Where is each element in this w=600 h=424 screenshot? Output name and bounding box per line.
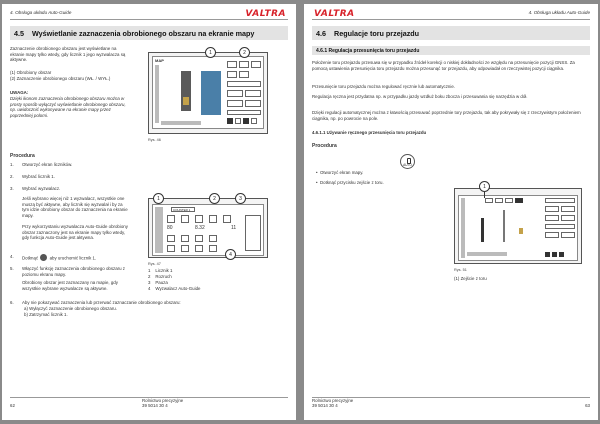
callout-3: 3 bbox=[235, 193, 246, 204]
left-page bbox=[2, 4, 296, 420]
section-heading-bar bbox=[312, 26, 590, 40]
legend-num: 2 bbox=[148, 274, 151, 279]
callout-1: 1 bbox=[205, 47, 216, 58]
callout-4: 4 bbox=[225, 249, 236, 260]
map-toolbar bbox=[461, 198, 465, 258]
legend-item bbox=[148, 268, 172, 274]
map-button[interactable] bbox=[227, 90, 243, 97]
footer-title bbox=[312, 398, 353, 408]
footer-title-text: Rolnictwo precyzyjne bbox=[142, 397, 184, 403]
counter-button[interactable] bbox=[167, 215, 175, 223]
step-text: Wybrać wyzwalacz. bbox=[22, 186, 61, 191]
map-display bbox=[152, 56, 264, 129]
map-button[interactable] bbox=[545, 215, 559, 221]
step-detail: Obrobiony obszar jest zaznaczany na mapie, gdy wszystkie wybrane wyzwalacze są aktywne. bbox=[22, 280, 118, 291]
figure-caption: Rys. 51 bbox=[454, 268, 467, 272]
tractor-icon bbox=[519, 228, 523, 234]
counter-display bbox=[152, 204, 264, 256]
step-text: Aby nie pokazywać zaznaczenia lub przerwać zaznaczanie obrobionego obszaru: bbox=[22, 300, 181, 305]
map-slider[interactable] bbox=[545, 224, 575, 229]
paragraph: Regulacja ręczna jest przydatna np. w przypadku jazdy wzdłuż boku zbocza i przesuwania się narzędzia w dół. bbox=[312, 94, 528, 99]
legend-text: Rozruch bbox=[155, 274, 172, 279]
legend-item: (1) Zejście z toru bbox=[454, 276, 487, 281]
map-button[interactable] bbox=[235, 118, 241, 124]
counter-button[interactable] bbox=[209, 215, 217, 223]
footer-title-text: Rolnictwo precyzyjne bbox=[312, 397, 354, 403]
map-button[interactable] bbox=[545, 232, 559, 238]
counter-button[interactable] bbox=[195, 245, 203, 252]
map-button[interactable] bbox=[495, 198, 503, 203]
map-button[interactable] bbox=[561, 215, 575, 221]
paragraph: Dzięki regulacji automatycznej można z łatwością przesuwać poprzednie tory przejazdu, tak aby pokrywały się z rzeczywistym położeniem ciągnika, np. po powrocie na pole. bbox=[312, 110, 581, 121]
map-screen-figure bbox=[454, 184, 582, 264]
callout-leader bbox=[484, 192, 485, 198]
right-header-chapter: 4. Obsługa układu Auto-Guide bbox=[528, 10, 590, 15]
subsection-title: 4.6.1 Regulacja przesunięcia toru przejazdu bbox=[316, 48, 420, 54]
map-button[interactable] bbox=[227, 100, 243, 107]
worked-area-toggle-icon[interactable] bbox=[227, 118, 233, 124]
valtra-logo: VALTRA bbox=[245, 9, 286, 19]
step-text bbox=[22, 254, 130, 261]
footer-code: 39 5014 30 4 bbox=[312, 402, 338, 408]
figure-caption: Rys. 47 bbox=[148, 262, 161, 266]
callout-2: 2 bbox=[209, 193, 220, 204]
track-line bbox=[503, 210, 505, 242]
bullet-text: Dotknąć przycisku zejście z toru. bbox=[319, 180, 384, 185]
step-text: Wybrać licznik 1. bbox=[22, 174, 55, 179]
paragraph: Położenie toru przejazdu przesuwa się w przypadku źródeł korekcji o niskiej dokładności ze względu na przesunięcie pozycji GNSS. Za pomocą ustawienia przesunięcia toru przejazdu można przesunąć tor przejazdu, aby odpowiadał on rzeczywistej pozycji ciągnika. bbox=[312, 60, 575, 71]
counter-value: 80 bbox=[167, 225, 173, 231]
header-rule bbox=[10, 19, 288, 20]
step-number: 3. bbox=[10, 186, 14, 191]
step-number: 5. bbox=[10, 266, 14, 271]
map-button[interactable] bbox=[239, 61, 249, 68]
counter-button[interactable] bbox=[209, 235, 217, 242]
map-button[interactable] bbox=[561, 206, 575, 212]
map-display bbox=[458, 195, 578, 261]
counter-tab[interactable]: COUNTER 1 bbox=[171, 207, 195, 212]
counter-button[interactable] bbox=[181, 215, 189, 223]
counter-button[interactable] bbox=[223, 215, 231, 223]
legend-text: Pauza bbox=[155, 280, 168, 285]
page-number: 63 bbox=[585, 402, 590, 408]
map-toolbar bbox=[155, 65, 159, 123]
legend-item bbox=[148, 280, 168, 286]
bullet-item: • Dotknąć przycisku zejście z toru. bbox=[316, 180, 384, 185]
legend-text: Wyzwalacz Auto-Guide bbox=[155, 286, 201, 291]
step-number: 2. bbox=[10, 174, 14, 179]
map-button[interactable] bbox=[227, 71, 237, 78]
counter-value: 8.32 bbox=[195, 225, 205, 231]
counter-screen-figure bbox=[148, 198, 268, 258]
field-area bbox=[201, 71, 221, 115]
subsubsection-title: 4.6.1.1 Używanie ręcznego przesunięcia toru przejazdu bbox=[312, 130, 427, 135]
map-button[interactable] bbox=[251, 118, 257, 124]
callout-1: 1 bbox=[479, 181, 490, 192]
section-title: Regulacje toru przejazdu bbox=[334, 29, 420, 38]
bullet-item: • Otworzyć ekran mapy. bbox=[316, 170, 364, 175]
track-line bbox=[481, 218, 484, 242]
map-button[interactable] bbox=[505, 198, 513, 203]
bullet-text: Otworzyć ekran mapy. bbox=[319, 170, 364, 175]
page-number: 62 bbox=[10, 402, 15, 408]
legend-num: 4 bbox=[148, 286, 151, 291]
right-page bbox=[304, 4, 598, 420]
map-button[interactable] bbox=[559, 252, 564, 257]
map-status-bar bbox=[467, 252, 507, 256]
map-slider[interactable] bbox=[227, 110, 261, 115]
map-label: MAP bbox=[155, 58, 164, 63]
off-track-button[interactable] bbox=[485, 198, 493, 203]
map-button[interactable] bbox=[239, 71, 249, 78]
map-button[interactable] bbox=[245, 100, 261, 107]
callout-2: 2 bbox=[239, 47, 250, 58]
counter-button[interactable] bbox=[181, 245, 189, 252]
note-title: UWAGA: bbox=[10, 90, 29, 95]
counter-button[interactable] bbox=[181, 235, 189, 242]
list-item: (1) Obrobiony obszar bbox=[10, 70, 52, 75]
map-button[interactable] bbox=[545, 252, 550, 257]
map-button[interactable] bbox=[515, 198, 523, 203]
map-screen-figure bbox=[148, 52, 268, 134]
auto-guide-trigger-button[interactable] bbox=[209, 245, 217, 252]
worked-area bbox=[181, 71, 191, 111]
intro-text: Zaznaczenie obrobionego obszaru jest wyświetlane na ekranie mapy tylko wtedy, gdy licznik 1 jego wyzwalacza są aktywne. bbox=[10, 46, 126, 63]
figure-caption: Rys. 46 bbox=[148, 138, 161, 142]
callout-1: 1 bbox=[153, 193, 164, 204]
section-heading-bar bbox=[10, 26, 288, 40]
counter-button[interactable] bbox=[167, 235, 175, 242]
step-substep: b) Zatrzymać licznik 1. bbox=[24, 312, 68, 317]
map-button[interactable] bbox=[251, 61, 261, 68]
map-button[interactable] bbox=[552, 252, 557, 257]
subsection-heading-bar bbox=[312, 46, 590, 55]
step-4-post: aby uruchomić licznik 1. bbox=[49, 255, 97, 261]
counter-button[interactable] bbox=[195, 215, 203, 223]
map-button[interactable] bbox=[227, 61, 237, 68]
counter-side-panel bbox=[245, 215, 261, 251]
footer-code: 39 5014 30 4 bbox=[142, 402, 168, 408]
counter-button[interactable] bbox=[195, 235, 203, 242]
map-select[interactable] bbox=[545, 198, 575, 203]
step-number: 4. bbox=[10, 254, 14, 259]
paragraph: Przesunięcie toru przejazdu można regulować ręcznie lub automatycznie. bbox=[312, 84, 456, 89]
step-detail: Jeśli wybrano więcej niż 1 wyzwalacz, wszystkie one muszą być aktywne, aby licznik się wyzwalał i by za tym idzie obrobiony obszar do zaznaczenia na ekranie mapy. bbox=[22, 196, 128, 218]
left-header-chapter: 4. Obsługa układu Auto-Guide bbox=[10, 10, 72, 15]
valtra-logo: VALTRA bbox=[314, 9, 355, 19]
map-select[interactable] bbox=[227, 81, 261, 87]
procedure-title: Procedura bbox=[10, 153, 35, 159]
legend-num: 1 bbox=[148, 268, 151, 273]
map-button[interactable] bbox=[561, 232, 575, 238]
footer-rule bbox=[312, 397, 590, 398]
step-number: 6. bbox=[10, 300, 14, 305]
tractor-icon bbox=[183, 97, 189, 105]
counter-sidebar bbox=[155, 207, 163, 253]
map-button[interactable] bbox=[243, 118, 249, 124]
start-counter-icon bbox=[40, 254, 47, 261]
list-item: (2) Zaznaczenie obrobionego obszaru (WŁ. / WYŁ.) bbox=[10, 76, 111, 81]
counter-value: 11 bbox=[231, 225, 237, 231]
legend-text: Licznik 1 bbox=[155, 268, 173, 273]
legend-item bbox=[148, 274, 172, 280]
note-text: Dzięki ikonom zaznaczenia obrobionego obszaru można w prosty sposób wyłączyć wyświetlanie obrobionego obszaru, np. uwidocznić wykonywane na ekranie mapy przez poprzedniej polomi. bbox=[10, 96, 126, 118]
legend-num: 3 bbox=[148, 280, 151, 285]
section-title: Wyświetlanie zaznaczenia obrobionego obszaru na ekranie mapy bbox=[32, 29, 255, 38]
header-rule bbox=[312, 19, 590, 20]
map-status-bar bbox=[161, 121, 201, 125]
section-number: 4.6 bbox=[316, 29, 326, 38]
step-number: 1. bbox=[10, 162, 14, 167]
footer-title bbox=[142, 398, 183, 408]
step-text: Włączyć funkcję zaznaczenia obrobionego obszaru z poziomu ekranu mapy. bbox=[22, 266, 125, 277]
step-detail: Przy wykorzystaniu wyzwalacza Auto-Guide obrobiony obszar zaznaczony jest na ekranie mapy tylko wtedy, gdy funkcja Auto-Guide jest aktywna. bbox=[22, 224, 128, 241]
map-button[interactable] bbox=[245, 90, 261, 97]
procedure-title: Procedura bbox=[312, 143, 337, 149]
step-substep: a) Wyłączyć zaznaczenie obrobionego obszaru. bbox=[24, 306, 117, 311]
auto-guide-icon: AUTO bbox=[400, 154, 415, 169]
step-4-pre: Dotknąć bbox=[22, 255, 39, 261]
map-button[interactable] bbox=[545, 206, 559, 212]
legend-item bbox=[148, 286, 200, 292]
counter-button[interactable] bbox=[167, 245, 175, 252]
step-text: Otworzyć ekran liczników. bbox=[22, 162, 73, 167]
section-number: 4.5 bbox=[14, 29, 24, 38]
